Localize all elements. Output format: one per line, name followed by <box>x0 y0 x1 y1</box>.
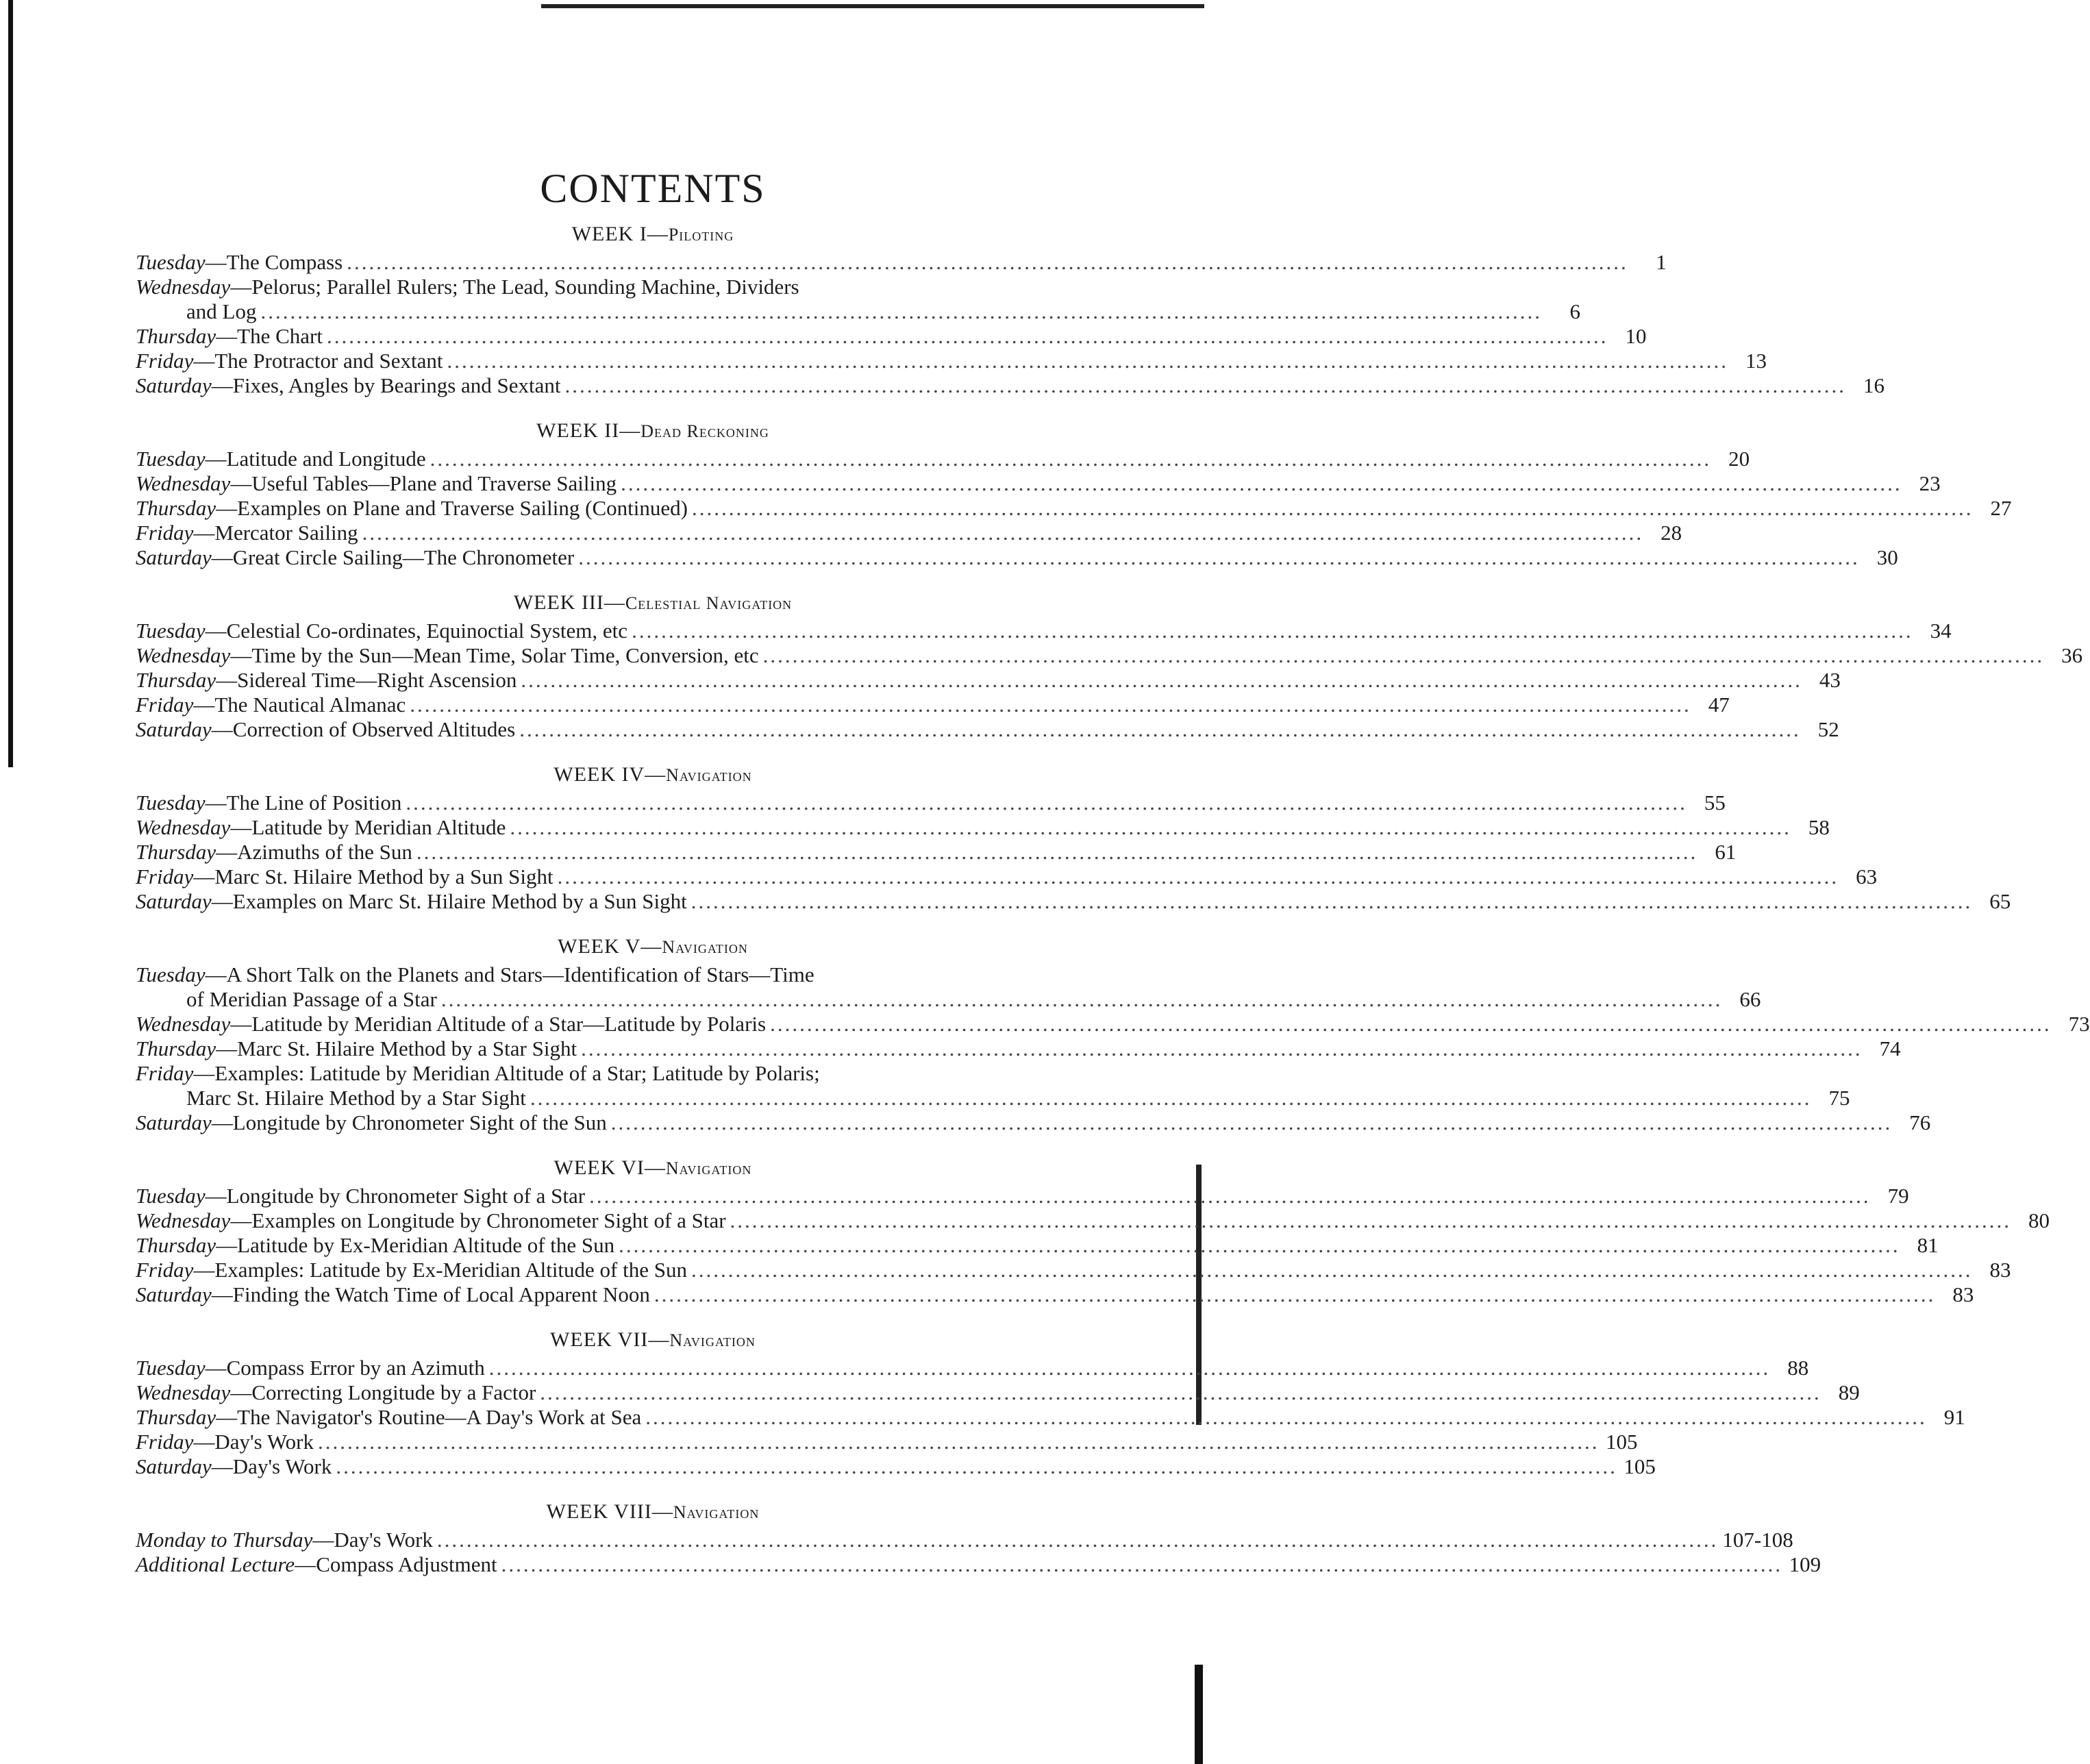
toc-entry-text <box>136 865 553 889</box>
toc-entry-title: —Celestial Co-ordinates, Equinoctial System, etc <box>205 619 628 643</box>
toc-page-number: 83 <box>1989 1258 2011 1282</box>
week-heading <box>136 1500 1095 1525</box>
week-heading-label: WEEK VI— <box>553 1156 666 1179</box>
toc-entry-day: Wednesday <box>136 1012 231 1036</box>
toc-entry-day: Thursday <box>136 496 216 520</box>
page-title: CONTENTS <box>540 166 766 211</box>
toc-entry-title: —Examples: Latitude by Ex-Meridian Altitude of the Sun <box>193 1258 687 1282</box>
toc-leader-dots <box>558 865 1839 889</box>
table-of-contents <box>136 222 2090 1577</box>
week-heading-subject: Celestial Navigation <box>625 593 793 613</box>
toc-entry-text <box>136 889 687 914</box>
toc-entry <box>136 1528 1793 1552</box>
toc-page-number: 47 <box>1708 693 1730 717</box>
toc-entry <box>136 1110 1931 1135</box>
toc-entry <box>136 250 1667 275</box>
toc-page-number: 16 <box>1863 373 1885 397</box>
week-heading-label: WEEK II— <box>536 419 641 442</box>
toc-entry <box>136 668 1841 693</box>
toc-leader-dots <box>362 521 1644 545</box>
toc-entry-text <box>136 1036 577 1061</box>
toc-leader-dots <box>347 250 1628 275</box>
toc-entry-day: Tuesday <box>136 1184 206 1208</box>
toc-entry <box>136 275 1095 299</box>
toc-page-number: 105 <box>1624 1454 1656 1478</box>
toc-entry-title: —Great Circle Sailing—The Chronometer <box>211 545 575 569</box>
toc-entry-day: Thursday <box>136 1036 216 1060</box>
toc-leader-dots <box>510 815 1791 840</box>
toc-page-number: 66 <box>1739 987 1761 1011</box>
toc-entry-title: and Log <box>186 299 257 323</box>
week-heading-subject: Navigation <box>665 1158 752 1178</box>
toc-page-number: 80 <box>2028 1208 2050 1232</box>
toc-page-number: 23 <box>1919 471 1941 495</box>
toc-entry <box>136 299 1580 324</box>
toc-entry-day: Thursday <box>136 1233 216 1257</box>
toc-entry-text <box>136 1454 332 1479</box>
toc-entry-day: Friday <box>136 1061 194 1085</box>
toc-entry-text <box>136 1061 820 1086</box>
toc-entry <box>136 521 1682 545</box>
toc-entry <box>136 693 1730 717</box>
toc-leader-dots <box>692 496 1974 521</box>
toc-entry-text <box>136 1430 314 1454</box>
toc-leader-dots <box>763 643 2045 668</box>
toc-entry <box>136 1380 1860 1405</box>
toc-entry-title: of Meridian Passage of a Star <box>186 987 437 1011</box>
toc-leader-dots <box>589 1184 1871 1208</box>
week-heading-label: WEEK IV— <box>553 763 667 786</box>
toc-leader-dots <box>441 987 1723 1012</box>
toc-page-number: 20 <box>1728 447 1750 471</box>
toc-entry <box>136 643 2083 668</box>
toc-page-number: 88 <box>1787 1356 1809 1380</box>
toc-page-number: 105 <box>1605 1430 1638 1454</box>
toc-leader-dots <box>489 1356 1771 1380</box>
toc-entry <box>136 1282 1974 1307</box>
toc-entry-text <box>136 1208 726 1233</box>
toc-entry-text <box>136 521 358 545</box>
week-heading <box>136 419 1095 444</box>
toc-page-number: 81 <box>1917 1233 1939 1257</box>
week-heading-label: WEEK I— <box>571 223 669 245</box>
toc-leader-dots <box>406 791 1687 815</box>
toc-leader-dots <box>654 1282 1936 1307</box>
toc-entry-title: —Compass Adjustment <box>295 1552 497 1576</box>
toc-leader-dots <box>410 693 1691 717</box>
toc-entry-text <box>136 1184 585 1208</box>
toc-entry-text <box>136 1282 650 1307</box>
toc-entry <box>136 987 1761 1012</box>
toc-entry-day: Friday <box>136 1430 194 1454</box>
toc-entry-title: —The Nautical Almanac <box>193 693 406 717</box>
toc-page-number: 30 <box>1876 545 1898 569</box>
scan-edge-top <box>541 4 1204 8</box>
toc-leader-dots <box>581 1036 1863 1061</box>
toc-entry <box>136 1454 1656 1479</box>
toc-leader-dots <box>730 1208 2012 1233</box>
toc-entry <box>136 889 2011 914</box>
toc-entry <box>136 447 1750 471</box>
week-spacer <box>136 1135 1095 1150</box>
toc-entry-day: Tuesday <box>136 1356 206 1380</box>
toc-page-number: 6 <box>1569 299 1580 323</box>
toc-page-number: 83 <box>1952 1282 1974 1306</box>
toc-entry-day: Tuesday <box>136 447 206 471</box>
toc-entry-title: —Time by the Sun—Mean Time, Solar Time, Conversion, etc <box>230 643 759 667</box>
week-heading-subject: Dead Reckoning <box>640 421 769 441</box>
toc-entry <box>136 1405 1965 1430</box>
toc-leader-dots <box>645 1405 1927 1430</box>
toc-leader-dots <box>521 668 1802 693</box>
toc-page-number: 91 <box>1943 1405 1965 1429</box>
toc-entry-day: Tuesday <box>136 791 206 815</box>
toc-entry-title: —Compass Error by an Azimuth <box>205 1356 485 1380</box>
toc-entry-day: Tuesday <box>136 962 206 986</box>
toc-entry-text <box>136 693 406 717</box>
toc-entry-text <box>136 349 443 373</box>
toc-entry-day: Thursday <box>136 668 216 692</box>
toc-page-number: 55 <box>1704 791 1726 815</box>
toc-page-number: 1 <box>1656 250 1667 274</box>
toc-entry-title: —Fixes, Angles by Bearings and Sextant <box>211 373 561 397</box>
toc-entry <box>136 1356 1809 1380</box>
toc-entry-day: Thursday <box>136 324 216 348</box>
toc-entry <box>136 1036 1901 1061</box>
toc-entry-text <box>136 1405 641 1430</box>
toc-entry-text <box>136 1380 536 1405</box>
toc-leader-dots <box>578 545 1860 570</box>
toc-entry-day: Saturday <box>136 717 212 741</box>
toc-entry-day: Friday <box>136 521 194 545</box>
toc-entry-day: Saturday <box>136 1454 212 1478</box>
toc-leader-dots <box>416 840 1698 865</box>
toc-entry <box>136 349 1767 373</box>
week-heading <box>136 1328 1095 1353</box>
week-heading <box>136 591 1095 616</box>
toc-leader-dots <box>611 1110 1893 1135</box>
toc-leader-dots <box>336 1454 1617 1479</box>
toc-leader-dots <box>260 299 1542 324</box>
toc-entry-title: —Azimuths of the Sun <box>216 840 412 864</box>
toc-leader-dots <box>691 1258 1973 1282</box>
toc-entry <box>136 1184 1909 1208</box>
toc-entry-text <box>136 1528 433 1552</box>
toc-entry-text <box>186 299 256 324</box>
toc-entry-title: —Useful Tables—Plane and Traverse Sailing <box>230 471 617 495</box>
toc-entry <box>136 717 1839 742</box>
week-heading <box>136 1156 1095 1181</box>
toc-page-number: 36 <box>2061 643 2083 667</box>
toc-entry-title: —Latitude by Meridian Altitude of a Star—Latitude by Polaris <box>230 1012 767 1036</box>
toc-entry-text <box>136 717 515 742</box>
toc-entry-text <box>136 471 617 496</box>
week-heading <box>136 934 1095 960</box>
toc-entry <box>136 1258 2011 1282</box>
toc-entry-day: Saturday <box>136 545 212 569</box>
week-spacer <box>136 742 1095 757</box>
toc-entry-text <box>136 1356 485 1380</box>
toc-entry-day: Saturday <box>136 889 212 913</box>
toc-entry-title: —Correcting Longitude by a Factor <box>230 1380 536 1404</box>
toc-entry <box>136 373 1885 398</box>
toc-entry-title: —Marc St. Hilaire Method by a Star Sight <box>216 1036 577 1060</box>
toc-entry-title: —Examples on Marc St. Hilaire Method by a Sun Sight <box>211 889 687 913</box>
toc-leader-dots <box>430 447 1712 471</box>
toc-entry-text <box>136 815 506 840</box>
toc-entry-title: —Longitude by Chronometer Sight of a Star <box>205 1184 586 1208</box>
toc-entry-day: Thursday <box>136 1405 216 1429</box>
toc-entry-day: Wednesday <box>136 471 231 495</box>
toc-page-number: 27 <box>1990 496 2012 520</box>
toc-entry-day: Wednesday <box>136 275 231 299</box>
toc-entry-text <box>136 619 627 643</box>
toc-entry-day: Thursday <box>136 840 216 864</box>
toc-page-number: 79 <box>1887 1184 1909 1208</box>
toc-entry-day: Friday <box>136 693 194 717</box>
toc-leader-dots <box>691 889 1973 914</box>
toc-entry-title: —The Navigator's Routine—A Day's Work at Sea <box>216 1405 642 1429</box>
toc-entry-text <box>136 1012 766 1036</box>
toc-entry-title: —Mercator Sailing <box>193 521 358 545</box>
week-spacer <box>136 398 1095 413</box>
week-heading-subject: Navigation <box>662 937 748 957</box>
toc-entry-day: Friday <box>136 349 194 373</box>
toc-entry-text <box>136 447 426 471</box>
toc-entry <box>136 1552 1821 1577</box>
toc-entry-text <box>186 1086 526 1110</box>
toc-entry-text <box>136 1552 497 1577</box>
contents-page <box>136 164 2090 1577</box>
week-spacer <box>136 914 1095 929</box>
toc-page-number: 65 <box>1989 889 2011 913</box>
week-spacer <box>136 1479 1095 1494</box>
toc-leader-dots <box>619 1233 1900 1258</box>
toc-entry-title: —The Chart <box>216 324 323 348</box>
toc-entry-text <box>136 324 323 349</box>
toc-entry-text <box>136 545 574 570</box>
week-heading-subject: Navigation <box>669 1330 756 1350</box>
toc-entry-title: —The Compass <box>205 250 343 274</box>
toc-entry-title: —Examples: Latitude by Meridian Altitude of a Star; Latitude by Polaris; <box>193 1061 820 1085</box>
toc-page-number: 75 <box>1828 1086 1850 1110</box>
toc-entry-title: Marc St. Hilaire Method by a Star Sight <box>186 1086 526 1110</box>
toc-entry <box>136 791 1726 815</box>
toc-page-number: 52 <box>1817 717 1839 741</box>
toc-entry-day: Friday <box>136 1258 194 1282</box>
toc-entry-text <box>136 791 401 815</box>
toc-page-number: 107-108 <box>1722 1528 1793 1552</box>
toc-leader-dots <box>327 324 1608 349</box>
toc-entry-day: Saturday <box>136 373 212 397</box>
toc-leader-dots <box>770 1012 2052 1036</box>
toc-leader-dots <box>530 1086 1812 1110</box>
week-heading-label: WEEK V— <box>558 935 662 958</box>
toc-page-number: 58 <box>1808 815 1830 839</box>
toc-entry <box>136 815 1830 840</box>
toc-entry-text <box>136 840 412 865</box>
toc-entry-day: Wednesday <box>136 1380 231 1404</box>
toc-entry-day: Friday <box>136 865 194 889</box>
toc-entry-title: —Latitude and Longitude <box>205 447 426 471</box>
toc-entry <box>136 1086 1850 1110</box>
toc-entry-title: —Examples on Plane and Traverse Sailing (Continued) <box>216 496 688 520</box>
toc-leader-dots <box>565 373 1847 398</box>
toc-entry-title: —The Protractor and Sextant <box>193 349 443 373</box>
toc-entry-day: Saturday <box>136 1282 212 1306</box>
scan-edge-left <box>8 0 13 767</box>
toc-entry <box>136 1061 1095 1086</box>
toc-entry <box>136 865 1878 889</box>
toc-entry-title: —Sidereal Time—Right Ascension <box>216 668 517 692</box>
toc-page-number: 74 <box>1879 1036 1901 1060</box>
toc-leader-dots <box>540 1380 1821 1405</box>
toc-entry-day: Wednesday <box>136 643 231 667</box>
toc-entry-title: —Examples on Longitude by Chronometer Sight of a Star <box>230 1208 726 1232</box>
toc-entry-title: —Finding the Watch Time of Local Apparent Noon <box>211 1282 650 1306</box>
toc-page-number: 34 <box>1930 619 1952 643</box>
toc-page-number: 63 <box>1856 865 1878 889</box>
toc-entry <box>136 1208 2050 1233</box>
toc-entry-day: Wednesday <box>136 1208 231 1232</box>
week-heading <box>136 222 1095 247</box>
toc-page-number: 28 <box>1660 521 1682 545</box>
toc-page-number: 43 <box>1819 668 1841 692</box>
toc-entry-day: Saturday <box>136 1110 212 1134</box>
toc-entry <box>136 1430 1638 1454</box>
toc-entry-day: Monday to Thursday <box>136 1528 313 1552</box>
toc-entry-day: Wednesday <box>136 815 231 839</box>
toc-page-number: 13 <box>1745 349 1767 373</box>
toc-leader-dots <box>447 349 1729 373</box>
toc-entry-title: —Longitude by Chronometer Sight of the Sun <box>211 1110 607 1134</box>
toc-entry <box>136 962 1095 987</box>
week-spacer <box>136 1307 1095 1322</box>
toc-page-number: 76 <box>1909 1110 1931 1134</box>
toc-entry <box>136 1233 1939 1258</box>
toc-entry-title: —The Line of Position <box>205 791 402 815</box>
toc-page-number: 109 <box>1789 1552 1821 1576</box>
toc-page-number: 89 <box>1838 1380 1860 1404</box>
toc-entry-day: Additional Lecture <box>136 1552 295 1576</box>
toc-entry-title: —Marc St. Hilaire Method by a Sun Sight <box>193 865 553 889</box>
toc-entry-title: —Day's Work <box>211 1454 332 1478</box>
scan-edge-right-lower <box>1195 1665 1203 1764</box>
toc-entry-text <box>186 987 437 1012</box>
toc-entry-day: Tuesday <box>136 619 206 643</box>
week-heading-subject: Navigation <box>666 765 752 785</box>
toc-entry-title: —Latitude by Meridian Altitude <box>230 815 506 839</box>
toc-entry <box>136 619 1952 643</box>
toc-page-number: 73 <box>2068 1012 2090 1036</box>
week-heading-label: WEEK III— <box>513 591 625 614</box>
toc-entry <box>136 496 2012 521</box>
toc-entry-text <box>136 668 517 693</box>
week-spacer <box>136 570 1095 585</box>
toc-entry-title: —Pelorus; Parallel Rulers; The Lead, Sounding Machine, Dividers <box>230 275 799 299</box>
toc-page-number: 10 <box>1625 324 1647 348</box>
toc-entry-text <box>136 373 561 398</box>
toc-entry-title: —Correction of Observed Altitudes <box>211 717 516 741</box>
toc-entry-text <box>136 496 688 521</box>
toc-entry-text <box>136 1233 614 1258</box>
toc-leader-dots <box>632 619 1913 643</box>
toc-entry-title: —Day's Work <box>193 1430 314 1454</box>
toc-entry-title: —Latitude by Ex-Meridian Altitude of the Sun <box>216 1233 615 1257</box>
toc-leader-dots <box>318 1430 1600 1454</box>
toc-entry-text <box>136 275 799 299</box>
toc-leader-dots <box>437 1528 1719 1552</box>
week-heading-subject: Piloting <box>668 225 734 245</box>
week-heading-subject: Navigation <box>673 1502 760 1522</box>
toc-entry-title: —A Short Talk on the Planets and Stars—Identification of Stars—Time <box>205 962 814 986</box>
toc-leader-dots <box>621 471 1902 496</box>
toc-entry-text <box>136 962 814 987</box>
toc-leader-dots <box>501 1552 1783 1577</box>
toc-entry-text <box>136 250 343 275</box>
toc-entry-text <box>136 1258 687 1282</box>
toc-entry-title: —Day's Work <box>312 1528 433 1552</box>
toc-leader-dots <box>519 717 1801 742</box>
toc-entry <box>136 545 1898 570</box>
week-heading-label: WEEK VIII— <box>546 1500 673 1523</box>
week-heading <box>136 762 1095 788</box>
toc-page-number: 61 <box>1715 840 1737 864</box>
toc-entry <box>136 324 1647 349</box>
toc-entry-day: Tuesday <box>136 250 206 274</box>
toc-entry-text <box>136 1110 607 1135</box>
toc-entry-text <box>136 643 759 668</box>
week-heading-label: WEEK VII— <box>550 1328 670 1351</box>
toc-entry <box>136 1012 2090 1036</box>
toc-entry <box>136 840 1737 865</box>
toc-entry <box>136 471 1941 496</box>
